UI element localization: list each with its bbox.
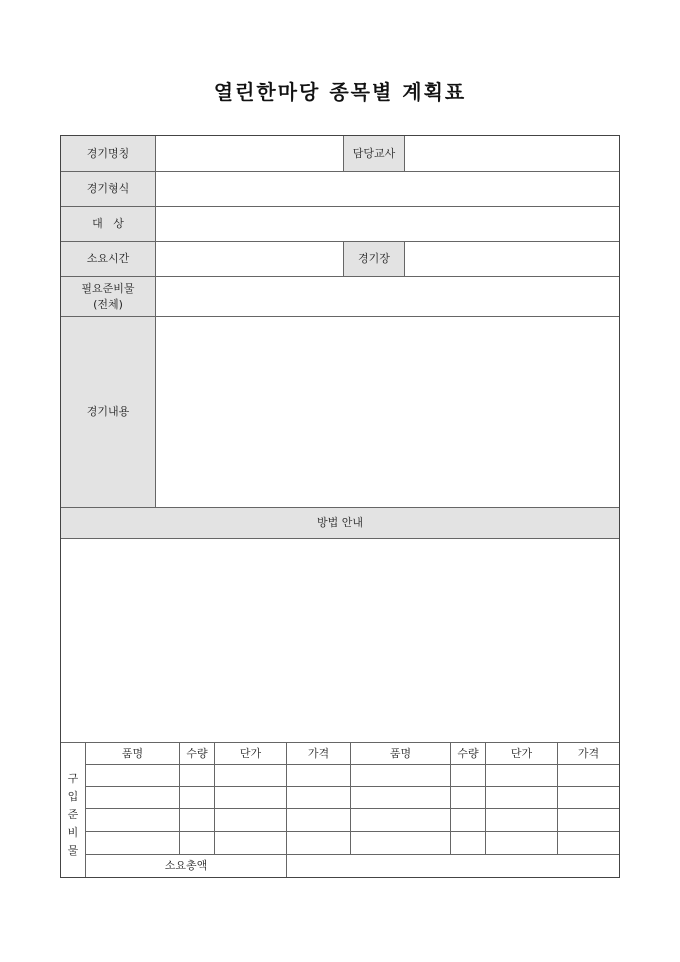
- table-cell[interactable]: [451, 809, 486, 832]
- table-cell[interactable]: [180, 809, 215, 832]
- column-header-unit-price: 단가: [215, 743, 287, 765]
- table-cell[interactable]: [86, 765, 180, 787]
- table-cell[interactable]: [351, 787, 451, 809]
- content-field[interactable]: [156, 317, 619, 508]
- total-cost-field[interactable]: [287, 855, 619, 877]
- target-label: [61, 207, 156, 242]
- game-format-field[interactable]: [156, 172, 619, 207]
- purchase-label-char: 입: [67, 790, 79, 803]
- target-field[interactable]: [156, 207, 619, 242]
- table-cell[interactable]: [215, 765, 287, 787]
- table-cell[interactable]: [180, 832, 215, 855]
- table-cell[interactable]: [351, 809, 451, 832]
- table-cell[interactable]: [351, 765, 451, 787]
- table-cell[interactable]: [351, 832, 451, 855]
- table-cell[interactable]: [287, 765, 351, 787]
- table-cell[interactable]: [215, 809, 287, 832]
- table-cell[interactable]: [558, 809, 619, 832]
- game-format-label: 경기형식: [61, 172, 156, 207]
- table-cell[interactable]: [86, 832, 180, 855]
- purchase-label-char: 구: [67, 772, 79, 785]
- supplies-label-line2: (전체): [93, 297, 123, 311]
- table-cell[interactable]: [287, 832, 351, 855]
- duration-field[interactable]: [156, 242, 344, 277]
- teacher-label: 담당교사: [344, 136, 405, 172]
- teacher-field[interactable]: [405, 136, 619, 172]
- table-cell[interactable]: [558, 832, 619, 855]
- table-cell[interactable]: [486, 809, 558, 832]
- purchase-label-char: 준: [67, 808, 79, 821]
- table-cell[interactable]: [486, 787, 558, 809]
- venue-label: 경기장: [344, 242, 405, 277]
- page-title: 열린한마당 종목별 계획표: [213, 80, 467, 104]
- table-cell[interactable]: [451, 832, 486, 855]
- purchase-supplies-label: [61, 743, 86, 877]
- table-cell[interactable]: [558, 765, 619, 787]
- duration-label: 소요시간: [61, 242, 156, 277]
- table-cell[interactable]: [486, 832, 558, 855]
- game-name-label: 경기명칭: [61, 136, 156, 172]
- table-cell[interactable]: [86, 809, 180, 832]
- table-cell[interactable]: [215, 787, 287, 809]
- table-cell[interactable]: [451, 765, 486, 787]
- column-header-quantity: 수량: [180, 743, 215, 765]
- table-cell[interactable]: [86, 787, 180, 809]
- column-header-price: 가격: [558, 743, 619, 765]
- column-header-item-name: 품명: [86, 743, 180, 765]
- purchase-label-char: 물: [67, 844, 79, 857]
- supplies-label: [61, 277, 156, 317]
- method-field[interactable]: [61, 539, 619, 743]
- table-cell[interactable]: [486, 765, 558, 787]
- supplies-field[interactable]: [156, 277, 619, 317]
- table-cell[interactable]: [451, 787, 486, 809]
- method-header: 방법 안내: [61, 508, 619, 539]
- table-cell[interactable]: [287, 809, 351, 832]
- table-cell[interactable]: [180, 787, 215, 809]
- table-cell[interactable]: [180, 765, 215, 787]
- venue-field[interactable]: [405, 242, 619, 277]
- column-header-quantity: 수량: [451, 743, 486, 765]
- table-cell[interactable]: [215, 832, 287, 855]
- column-header-item-name: 품명: [351, 743, 451, 765]
- purchase-label-char: 비: [67, 826, 79, 839]
- table-cell[interactable]: [287, 787, 351, 809]
- column-header-price: 가격: [287, 743, 351, 765]
- column-header-unit-price: 단가: [486, 743, 558, 765]
- total-cost-label: 소요총액: [86, 855, 287, 877]
- plan-form: [60, 135, 620, 878]
- content-label: 경기내용: [61, 317, 156, 508]
- supplies-label-line1: 필요준비물: [81, 281, 135, 295]
- target-label-text: 대 상: [92, 217, 124, 230]
- table-cell[interactable]: [558, 787, 619, 809]
- game-name-field[interactable]: [156, 136, 344, 172]
